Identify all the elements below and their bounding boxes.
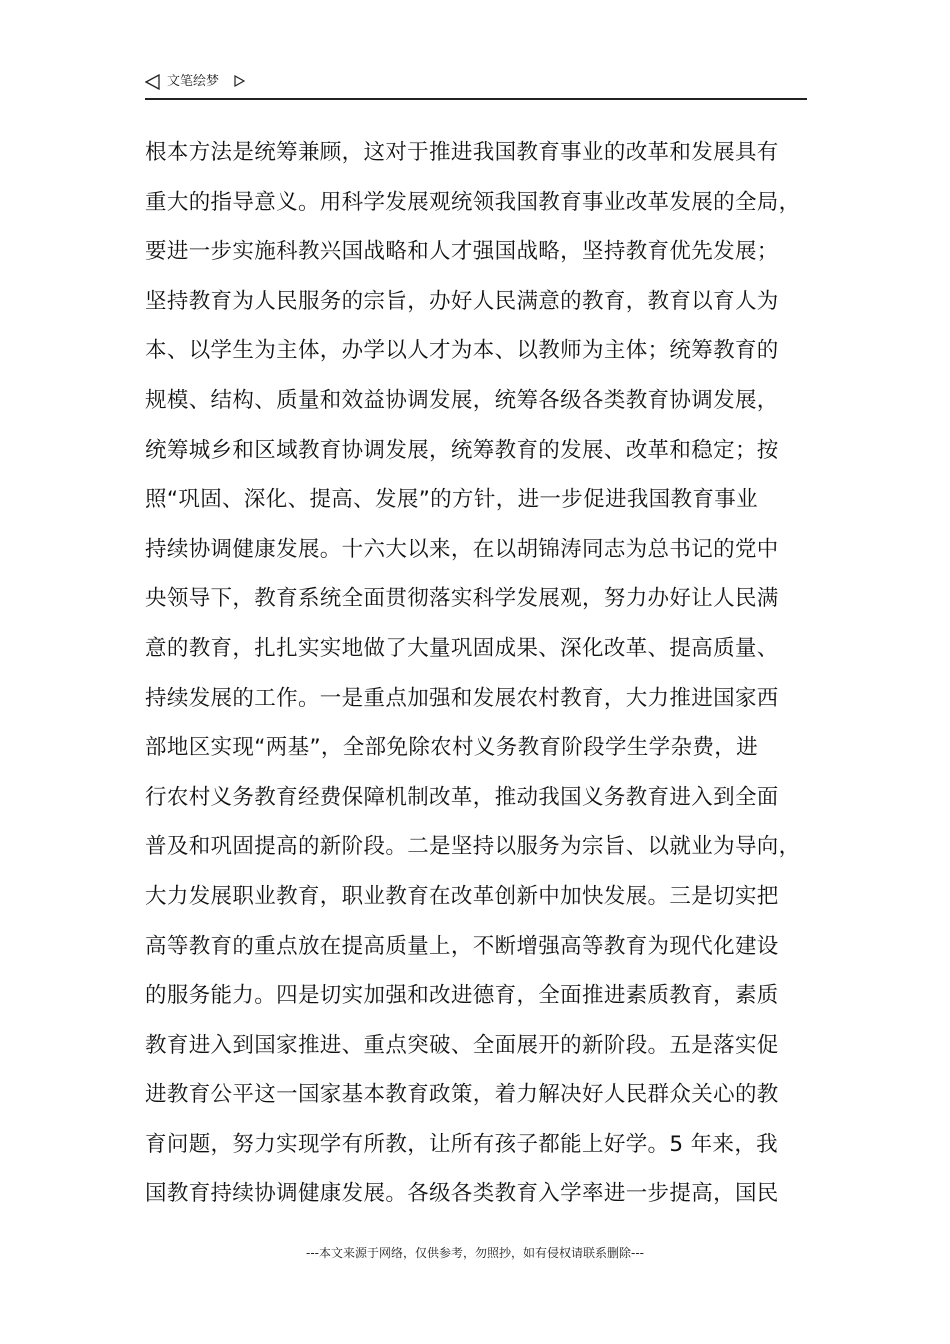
page-header <box>145 72 807 100</box>
text-line: 央领导下，教育系统全面贯彻落实科学发展观，努力办好让人民满 <box>145 586 779 612</box>
text-line: 照“巩固、深化、提高、发展”的方针，进一步促进我国教育事业 <box>145 487 758 513</box>
right-triangle-icon <box>234 75 245 87</box>
text-line: 进教育公平这一国家基本教育政策，着力解决好人民群众关心的教 <box>145 1082 779 1108</box>
text-line: 规模、结构、质量和效益协调发展，统筹各级各类教育协调发展， <box>145 387 779 413</box>
header-title: 文笔绘梦 <box>167 74 220 89</box>
text-line: 国教育持续协调健康发展。各级各类教育入学率进一步提高，国民 <box>145 1181 779 1207</box>
text-line: 根本方法是统筹兼顾，这对于推进我国教育事业的改革和发展具有 <box>145 140 779 165</box>
text-line: 高等教育的重点放在提高质量上，不断增强高等教育为现代化建设 <box>145 933 779 959</box>
footer-disclaimer: ---本文来源于网络，仅供参考，勿照抄，如有侵权请联系删除--- <box>306 1246 644 1260</box>
text-line: 部地区实现“两基”，全部免除农村义务教育阶段学生学杂费，进 <box>145 735 758 761</box>
left-triangle-icon <box>145 74 161 90</box>
text-line: 的服务能力。四是切实加强和改进德育，全面推进素质教育，素质 <box>145 983 779 1009</box>
text-line: 持续协调健康发展。十六大以来，在以胡锦涛同志为总书记的党中 <box>145 536 779 562</box>
text-line: 重大的指导意义。用科学发展观统领我国教育事业改革发展的全局， <box>145 189 801 215</box>
text-line: 持续发展的工作。一是重点加强和发展农村教育，大力推进国家西 <box>145 685 779 711</box>
body-text <box>145 128 810 1219</box>
text-line: 教育进入到国家推进、重点突破、全面展开的新阶段。五是落实促 <box>145 1032 779 1058</box>
text-line: 普及和巩固提高的新阶段。二是坚持以服务为宗旨、以就业为导向， <box>145 834 801 860</box>
text-line: 大力发展职业教育，职业教育在改革创新中加快发展。三是切实把 <box>145 883 779 909</box>
text-line: 本、以学生为主体，办学以人才为本、以教师为主体；统筹教育的 <box>145 338 779 364</box>
text-line: 要进一步实施科教兴国战略和人才强国战略，坚持教育优先发展； <box>145 239 779 265</box>
text-line: 坚持教育为人民服务的宗旨，办好人民满意的教育，教育以育人为 <box>145 288 779 314</box>
text-line: 行农村义务教育经费保障机制改革，推动我国义务教育进入到全面 <box>145 784 779 810</box>
text-line: 统筹城乡和区域教育协调发展，统筹教育的发展、改革和稳定；按 <box>145 437 779 463</box>
text-line: 育问题，努力实现学有所教，让所有孩子都能上好学。5 年来，我 <box>145 1131 779 1157</box>
text-line: 意的教育，扎扎实实地做了大量巩固成果、深化改革、提高质量、 <box>145 635 779 661</box>
